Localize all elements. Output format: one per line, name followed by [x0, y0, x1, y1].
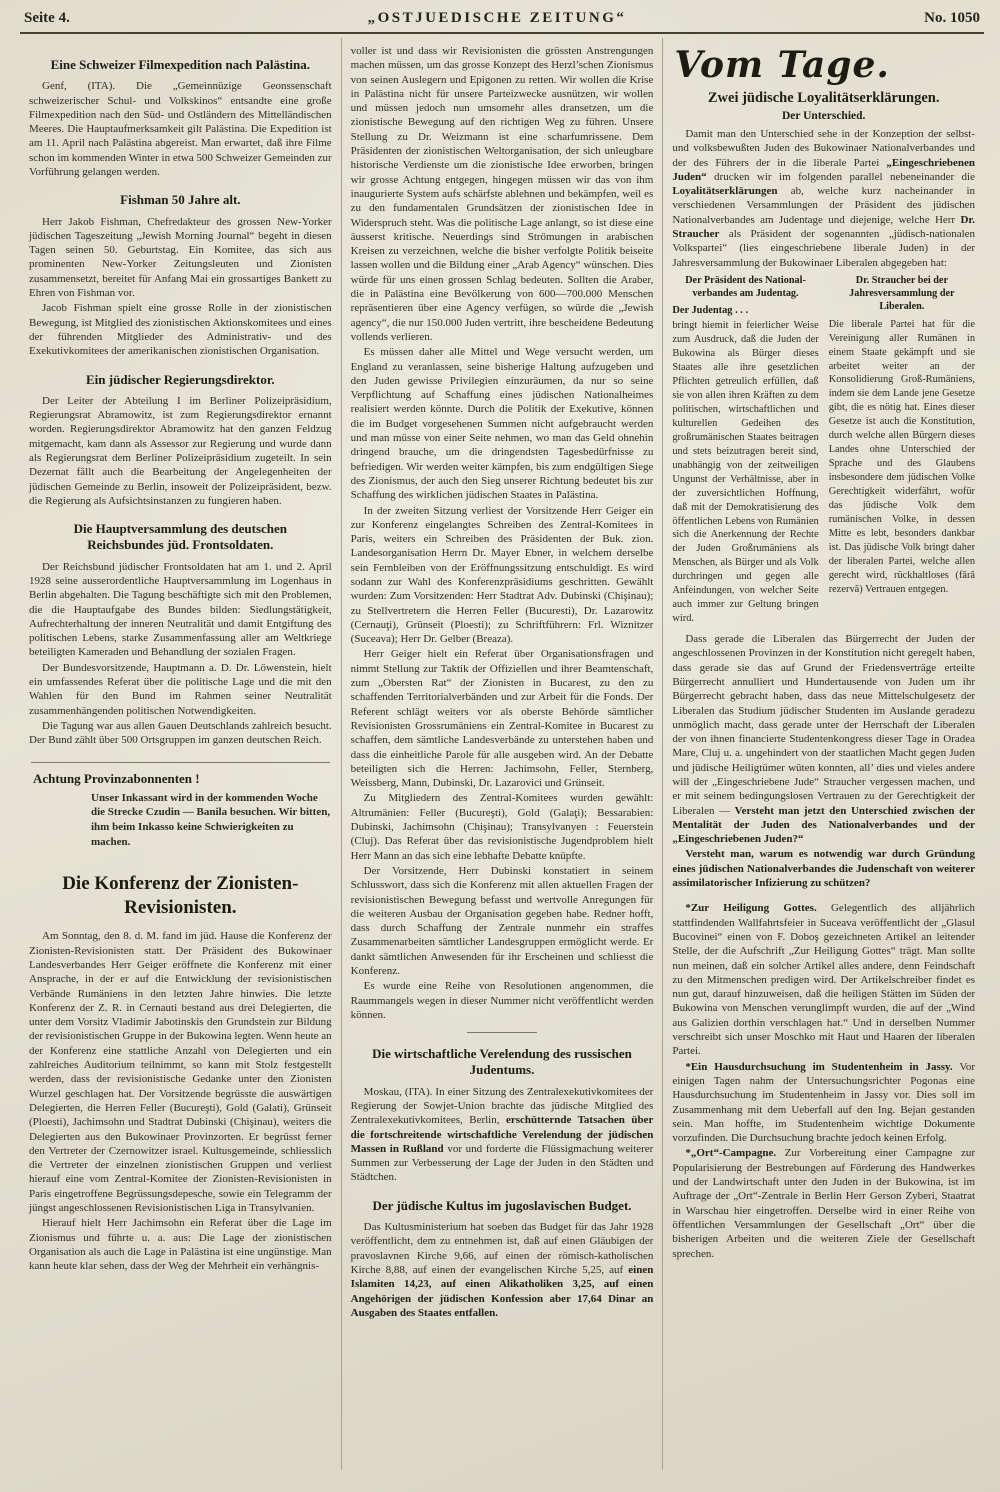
section-divider — [31, 762, 330, 763]
article-fishman-50 — [29, 192, 332, 358]
brief-text: Zur Vorbereitung einer Campagne zur Popularisierung der Bestrebungen auf Förderung des Handwerkes und der Landwirtschaft unter den Juden in der Bukowina, ist im Auftrage der „Ort“-Zentrale in Berlin Herr Gerson Zyberi, Staatrat in Warschau hier eingetroffen. Derselbe wird in einer Reihe von öffentlichen Versammlungen der Gesellschaft „Ort“ über die bisherigen Arbeiten und die weiteren Ziele der Gesellschaft sprechen. — [672, 1147, 976, 1260]
brief-ort-campagne — [672, 1146, 975, 1260]
declaration-left-text: bringt hiemit in feierlicher Weise zum Ausdruck, daß die Juden der Bukowina als Bürger dieses Staates alle ihre gesetzlichen Pflichten getreulich erfüllen, daß sie von allen ihren Kräften zu dem politischen, wirtschaftlichen und kulturellen Gedeihen des großrumänischen Staates beitragen und stets beizutragen bereit sind, unabhängig von der zeitweiligen Ungunst der Verhältnisse, aber in der zuversichtlichen Hoffnung, daß mit der Demokratisierung des öffentlichen Lebens von Rumänien sich die Anerkennung der Rechte der Juden Großrumäniens als Menschen, als Bürger und als Volk durchringen und gegen alle Anfeindungen, von welcher Seite auch immer zur Geltung bringen wird. — [672, 320, 819, 625]
article-headline: Fishman 50 Jahre alt. — [120, 192, 241, 208]
intro-paragraph — [672, 127, 975, 270]
body-text: Moskau, (ITA). In einer Sitzung des Zentralexekutivkomitees der Regierung der Sowjet-Union brachte das jüdische Mitglied des Zentralexekutivkomitees, Berlin, — [350, 1085, 654, 1127]
column-left — [20, 38, 341, 1470]
brief-heiligung-gottes — [672, 901, 975, 1058]
emphasized-text: Versteht man jetzt den Unterschied zwischen der Mentalität der Juden des Nationalverbandes und der „Eingeschriebenen Juden?“ — [672, 804, 976, 846]
article-headline-large: Die Konferenz der Zionisten-Revisionisten. — [62, 872, 299, 918]
body-text: Das Kultusministerium hat soeben das Budget für das Jahr 1928 veröffentlicht, dem zu entnehmen ist, daß auf einen Gläubigen der pravoslavnen Kirche 9,66, auf einen der römisch-katholischen Kirche 8,88, auf einen der evangelischen Kirche 5,25, auf — [350, 1221, 654, 1276]
article-swiss-film-expedition — [29, 57, 332, 179]
commentary-paragraph — [672, 632, 975, 846]
vom-tage-title: Vom Tage. — [674, 44, 890, 86]
article-paragraph — [351, 1085, 654, 1185]
masthead-title: „OSTJUEDISCHE ZEITUNG“ — [367, 10, 627, 26]
declaration-right-text: Die liberale Partei hat für die Vereinigung aller Rumänen in einem Staate gekämpft und sie arbeitet weiter an der Konsolidierung Groß-Rumäniens, indem sie dem Lande jene Gesetze gibt, die es nötig hat. Eines dieser Gesetze ist auch die Konstitution, durch welche allen Bürgern dieses Landes ohne Unterschied der Sprache und des Glaubens insbesondere dem jüdischen Volke Gerechtigkeit widerfährt, wofür das jüdische Volk dem rumänischen Volke, in dessen Mitte es lebt, besonders dankbar ist. Das jüdische Volk bringt daher der liberalen Partei, welche allen gerecht wird, rückhaltloses (fără rezervă) Vertrauen entgegen. — [828, 318, 976, 595]
declaration-right-header: Dr. Straucher bei der Jahresversammlung der Liberalen. — [849, 274, 955, 313]
unterschied-subhead: Der Unterschied. — [781, 110, 866, 122]
article-paragraph: Es wurde eine Reihe von Resolutionen angenommen, die Raummangels wegen in dieser Nummer nicht veröffentlicht werden können. — [350, 980, 654, 1021]
article-konferenz-continuation — [351, 44, 654, 1022]
brief-lead: *„Ort“-Campagne. — [685, 1147, 777, 1160]
body-text: ab, welche kurz nacheinander in verschiedenen Versammlungen der Präsident des jüdischen Nationalverbandes am Judentage und diejenige, welche Herr — [672, 185, 976, 226]
parallel-declarations — [672, 274, 975, 627]
section-divider — [467, 1032, 537, 1033]
article-headline: Der jüdische Kultus im jugoslavischen Budget. — [372, 1197, 632, 1213]
page-number-label: Seite 4. — [24, 10, 70, 26]
emphasized-text: „Eingeschriebenen Juden“ — [672, 156, 976, 183]
brief-hausdurchsuchung-jassy — [672, 1060, 975, 1146]
article-paragraph: voller ist und dass wir Revisionisten die grössten Anstrengungen machen müssen, um das grosse Konzept des Herzl’schen Zionismus von seinen Auslegern und Epigonen zu retten. Wir wollen die Krise in Palästina nicht für unsere Parteizwecke ausnützen, wir wollen und müssen jedoch nun umsomehr alles dransetzen, um die zionistische Bewegung auf den richtigen Weg zu führen. Unsere Stellung zu Dr. Weizmann ist eine scharfumrissene. Dem Präsidenten der zionistischen Weltorganisation, der sich unleugbare historische Verdienste um die zionistische Idee erworben, bringen wir grosse Achtung entgegen, hingegen müssen wir das von ihm inaugurierte System aufs schärfste ablehnen und bekämpfen, weil es zu den fundamentalen Grundsätzen der zionistischen Idee in Widerspruch steht. Was die politische Lage anlangt, so ist diese eine äusserst kritische. Neuerdings sind Strömungen in arabischen Kreisen zu verzeichnen, welche die bisher verfolgte Politik beiseite lassen wollen und die Bildung einer „Arab Agency“ wünschen. Dies würde für uns einen grossen Schlag bedeuten. Sollten die Araber, die in Palästina eine Bevölkerung von 600—700.000 Menschen repräsentieren über eine Agency verfügen, so würde die „Jewish agency“, die nur 150.000 Juden vertritt, ihre bescheidene Bedeutung vollends verlieren. — [350, 45, 654, 343]
article-paragraph: Herr Jakob Fishman, Chefredakteur des grossen New-Yorker jüdischen Tageszeitung „Jewish Morning Journal“ begeht in diesen Tagen seinen 50. Geburtstag. Ein Komitee, das sich aus prominenten New-Yorker Zeitungsleuten und Zionisten zusammensetzt, bereitet für Anfang Mai ein grossartiges Bankett zu Ehren von Fishman vor. — [29, 215, 332, 300]
declaration-left-lead: Der Judentag . . . — [672, 305, 749, 317]
article-headline: Die Hauptversammlung des deutschen Reichsbundes jüd. Frontsoldaten. — [73, 521, 288, 553]
body-text: als Präsident der sogenannten „jüdisch-nationalen Volkspartei“ (lies eingeschriebene liberale Juden) in der Jahresversammlung der Bukowinaer Liberalen abgegeben hat: — [672, 228, 976, 269]
body-text: drucken wir im folgenden parallel nebeneinander die — [706, 170, 976, 183]
emphasized-text: Dr. Straucher — [672, 213, 976, 241]
column-middle — [341, 38, 663, 1470]
notice-paragraph: Unser Inkassant wird in der kommenden Woche die Strecke Czudin — Banila besuchen. Wir bitten, ihm beim Inkasso keine Schwierigkeiten zu machen. — [91, 791, 331, 849]
emphasized-text: erschütternde Tatsachen über die fortschreitende wirtschaftliche Verelendung der jüdischen Massen in Rußland — [350, 1114, 654, 1155]
article-paragraph: Herr Geiger hielt ein Referat über Organisationsfragen und nimmt Stellung zur Taktik der Offiziellen und ihrer Beamtenschaft, zum „Obersten Rat“ der Zionisten in Bucarest, zu den zu schaffenden Territorialverbänden und zur Arbeit für die Fonds. Der Referent schlägt weiters vor als oberste Behörde sämtlicher Revisionisten Grossrumäniens ein Zentral-Komitee in Bucarest zu schaffen, dem sämtliche Landesverbände zu unterstehen haben und dass die einheitliche Parole für alle ausgeben wird. An der Debatte beteiligten sich die Herren: Jachimsohn, Feller, Sternberg, Weissberg, Mann, Dubinski, Dr. Lazarovici und Grünseit. — [350, 648, 654, 790]
body-text: Damit man den Unterschied sehe in der Konzeption der selbst- und volksbewußten Juden des Bukowinaer Nationalverbandes und der des Führers der in die liberale Partei — [672, 128, 976, 169]
spacer — [672, 891, 975, 901]
article-paragraph: Der Vorsitzende, Herr Dubinski konstatiert in seinem Schlusswort, dass sich die Konferenz mit allen aktuellen Fragen der revisionistischen Bewegung befasst und wertvolle Anregungen für die weiteren Ausbau der Organisation gegeben habe. Redner hofft, dass durch Schaffung der Zentrale nunmehr ein straffes Zusammenarbeiten sämtlicher Landesgruppen ermöglicht werde. Er dankt sämtlichen Anwesenden für ihr Erscheinen und schliesst die Konferenz. — [350, 864, 654, 977]
article-verelendung-russisches-judentum — [351, 1046, 654, 1185]
issue-number-label: No. 1050 — [924, 10, 980, 26]
declaration-left — [672, 274, 818, 627]
article-paragraph: Es müssen daher alle Mittel und Wege versucht werden, um England zu veranlassen, seine bisherige Haltung aufzugeben und den Juden gewisse Privilegien einzuräumen, da nur so seine Verpflichtung auf Schaffung eines jüdischen Nationalheimes realisiert werden könnte. Durch die Politik der Exekutive, können die im Budget vorgesehenen Summen nicht aufgebraucht werden und man müsse von einer Seite nehmen, wo man das Geld ohnehin dringend brauche, um die dringendsten Tagesbedürfnisse zu befriedigen. Wir werden weiter kämpfen, bis zum endgültigen Siege des Zionismus, der auch den Sieg unserer Richtung bedeutet bis zur Schaffung des wirklichen jüdischen Staates in Palästina. — [350, 346, 654, 502]
header-rule — [20, 32, 984, 34]
article-paragraph: Der Leiter der Abteilung I im Berliner Polizeipräsidium, Regierungsrat Abramowitz, ist zum Regierungsdirektor ernannt worden. Regierungsdirektor Abramowitz hat den ganzen Feldzug mitgemacht, kam dann als Assessor zur Regierung und wurde dann als Regierungsrat dem Berliner Polizeipräsidium zugeteilt. In sein Dezernat fällt auch die Bearbeitung der Angelegenheiten der jüdischen Gemeinde zu Berlin, insoweit der Polizeipräsident, bezw. die Regierung als Aufsichtsinstanzen zu fungieren haben. — [29, 394, 332, 507]
page-header — [20, 8, 984, 32]
declaration-left-header: Der Präsident des Nationalverbandes am Judentag. — [685, 274, 806, 300]
article-zionisten-revisionisten-konferenz — [29, 872, 332, 1274]
body-text: Dass gerade die Liberalen das Bürgerrecht der Juden der angeschlossenen Provinzen in der Konstitution nicht geregelt haben, dass gerade sie das auf Grund der Friedensverträge erteilte Bürgerrecht annulliert und Hundertausende von Juden um ihr Bürgerrecht gebracht haben, dass das neue Mittelschulgesetz der Liberalen das Studium jüdischer Studenten im Auslande geradezu unmöglich macht, dass gerade unter der Herrschaft der Liberalen der von ihnen financierte Studentenkongress dieser Tage in Oradea Mare, Cluj u. a. ungehindert von der staatlichen Macht gegen Juden und jüdische Heiligtümer wüten konnten, all’ dies und vieles andere will der „Eingeschriebene Jude“ Straucher vergessen machen, und er mit seinem bedingungslosen Vertrauen zu der Gerechtigkeit der Liberalen — — [672, 633, 976, 817]
article-regierungsdirektor — [29, 372, 332, 509]
emphasized-text: Loyalitätserklärungen — [672, 185, 778, 198]
article-reichsbund-frontsoldaten — [29, 521, 332, 747]
body-text: vor und forderte die Flüssigmachung weiterer Summen zur Verbesserung der Lage der Juden in den Städten und Städtchen. — [350, 1142, 654, 1184]
article-paragraph: Zu Mitgliedern des Zentral-Komitees wurden gewählt: Altrumänien: Feller (Bucureşti), Gold (Galaţi); Bessarabien: Dubinski, Jachimsohn (Chişinau); Transylvanyen : Feuerstein (Cluj). Das Referat über das revisionistische Jugendproblem hielt Herr Mann an das sich eine lebhafte Debatte knüpfte. — [350, 792, 654, 862]
brief-text: Gelegentlich des alljährlich stattfindenden Wallfahrtsfeier in Suceava veröffentlicht der „Glasul Bucovinei“ einen von F. Doboş gezeichneten Artikel an leitender Stelle, der die Aufschrift „Zur Heiligung Gottes“ trägt. Man sollte nun meinen, daß ein solcher Artikel alles andere, denn Feindschaft zu den Mitmenschen predigen wird. Der Artikelschreiber findet es nun gut, darauf hinzuweisen, daß die heiligen Stätten im Süden der Bukowina von Menschen verunglimpft wurden, die auf der „Wind aus Galizien dorthin verschlagen hat.“ Und in derselben Nummer verschreibt sich unser Moschko mit Haut und Haaren der liberalen Partei. — [672, 902, 976, 1058]
article-paragraph — [351, 1220, 654, 1320]
article-headline: Eine Schweizer Filmexpedition nach Palästina. — [50, 57, 311, 72]
brief-lead: *Ein Hausdurchsuchung im Studentenheim in Jassy. — [685, 1060, 953, 1073]
article-paragraph: Der Bundesvorsitzende, Hauptmann a. D. Dr. Löwenstein, hielt ein umfassendes Referat über die politische Lage und die mit den Wahlen für den Bund im Rahmen seiner Neutralität zusammenhängenden politischen Notwendigkeiten. — [29, 661, 332, 717]
article-paragraph: Die Tagung war aus allen Gauen Deutschlands zahlreich besucht. Der Bund zählt über 500 Ortsgruppen im ganzen deutschen Reich. — [29, 719, 332, 747]
article-paragraph: In der zweiten Sitzung verliest der Vorsitzende Herr Geiger ein zur Konferenz eingelangtes Schreiben des Zentral-Komitees in Paris, weiters ein Schreiben des Präsidenten der Buk. zion. Landesorganisation Herrn Dr. Mayer Ebner, in welchem derselbe sein Fernbleiben von der Eröffnungssitzung entschuldigt. Es wird sodann zur Wahl des Konferenzpräsidiums geschritten. Gewählt wurden: Zum Vorsitzenden: Herr Stadtrat Adv. Dubinski (Chişinau); zu Stellvertretern die Herren Feller (Bucuresti), Dr. Lazarowitz (Cernauţi), Grünseit (Ploesti); zu Schriftführern: Frl. Wiznitzer (Suceava); Herr Dr. Gelber (Breaza). — [350, 504, 654, 646]
declaration-right — [829, 274, 975, 627]
brief-text: Vor einigen Tagen nahm der Untersuchungsrichter Pogonas eine Hausdurchsuchung im Studentenheim in Jassy vor. Dies soll im Zusammenhang mit dem Ueberfall auf den Ing. Bejan gestanden sein. Man hoffte, im Studentenheim wichtige Dokumente vorzufinden. Die Durchsuchung brachte jedoch keinen Erfolg. — [672, 1060, 976, 1145]
notice-provinzabonnenten — [29, 771, 332, 850]
commentary-question: Versteht man, warum es notwendig war durch Gründung eines jüdischen Nationalverbandes die Judenschaft von weiterer assimilatorischer Infizierung zu schützen? — [672, 848, 976, 890]
brief-lead: *Zur Heiligung Gottes. — [685, 902, 817, 915]
article-paragraph: Genf, (ITA). Die „Gemeinnüzige Geonssenschaft schweizerischer Schul- und Volkskinos“ entsandte eine große Filmexpedition nach den Süd- und Ostländern des Mittelländischen Meeres. Die Hauptaufmerksamkeit gilt Palästina. Die Expedition ist am 11. April nach Palästina abgereist. Man erwartet, daß ihre Filme schon im kommenden Winter in etwa 500 Schweizer Gemeinden zur Vorführung gelangen werden. — [29, 80, 332, 179]
article-headline: Ein jüdischer Regierungsdirektor. — [86, 371, 275, 387]
article-vom-tage — [672, 44, 975, 890]
article-kultus-jugoslavisches-budget — [351, 1198, 654, 1320]
emphasized-text: einen Islamiten 14,23, auf einen Alikatholiken 3,25, auf einen Angehörigen der jüdischen Konfession aber 17,64 Dinar an Ausgaben des Staates entfallen. — [350, 1263, 654, 1319]
notice-headline: Achtung Provinzabonnenten ! — [33, 770, 200, 786]
loyalitaetserklaerungen-headline: Zwei jüdische Loyalitätserklärungen. — [707, 90, 940, 106]
article-paragraph: Am Sonntag, den 8. d. M. fand im jüd. Hause die Konferenz der Zionisten-Revisionisten statt. Der Präsident des Bukowinaer Landesverbandes Herr Geiger eröffnete die Konferenz mit einer Ansprache, in der er auf die Entwicklung der revisionistischen Verbände Rumäniens in den letzten Jahre hinwies. Die letzte Konferenz der Z. R. in Cernauti bestand aus drei Delegierten, die unter dem Vorsitz Vladimir Jabotinskis den Grundstein zur Bildung der revisionistischen Gruppe in der Bukowina legten. Wenn heute an der Konferenz eine stattliche Anzahl von Delegierten und ein zahlreiches Auditorium teilnimmt, so kann mit Stolz festgestellt werden, dass der revisionistische Gedanke unter den Zionisten Wurzel geschlagen hat. Der Vorsitzende begrüsste die auswärtigen Delegierten, die Herren Feller (Bucureşti), Gold (Galati), Grünseit (Ploesti), Jachimsohn und Stadtrat Dubinski (Chişinau), weiters die Delegierten aus den Bukowinaer Provinzorten. Er begrüsst ferner den Vertreter der Czernowitzer israel. Kultusgemeinde, schliesslich die Vertreter der einzelnen zionistischen Gruppen und verliest hierauf eine vom Zentral-Komitee der Zionisten-Revisionisten in Paris eingetroffene Begrüssungsdepesche, sowie ein Telegramm der jüngst angeschlossenen Revisionistischen Liga in Transylvanien. — [29, 930, 332, 1215]
article-paragraph: Jacob Fishman spielt eine grosse Rolle in der zionistischen Bewegung, ist Mitglied des zionistischen Aktionskomitees und eines der führenden Mitglieder des Administrativ- und des Exekutivkomitees der amerikanischen zionistischen Organisation. — [29, 302, 332, 358]
article-headline: Die wirtschaftliche Verelendung des russischen Judentums. — [372, 1046, 632, 1078]
article-paragraph: Der Reichsbund jüdischer Frontsoldaten hat am 1. und 2. April 1928 seine ausserordentliche Hauptversammlung im Logenhaus in Berlin abgehalten. Die Tagung beschäftigte sich mit den Problemen, die die Hauptaufgabe des Bundes bilden: Siedlungstätigkeit, Aufrechterhaltung der inneren Neutralität und damit Entgiftung des politischen Lebens, starke Zusammenfassung aller am Weltkriege beteiligten Kameraden und Behandlung der sozialen Fragen. — [29, 560, 332, 659]
article-paragraph: Hierauf hielt Herr Jachimsohn ein Referat über die Lage im Zionismus und führte u. a. aus: Die Lage der zionistischen Organisation als auch die Lage in Palästina ist eine ungünstige. Man kann heute klar sehen, dass der Weg der Mehrheit ein verhängnis- — [29, 1217, 332, 1273]
column-right — [662, 38, 984, 1470]
columns — [20, 38, 984, 1470]
news-briefs — [672, 901, 975, 1260]
